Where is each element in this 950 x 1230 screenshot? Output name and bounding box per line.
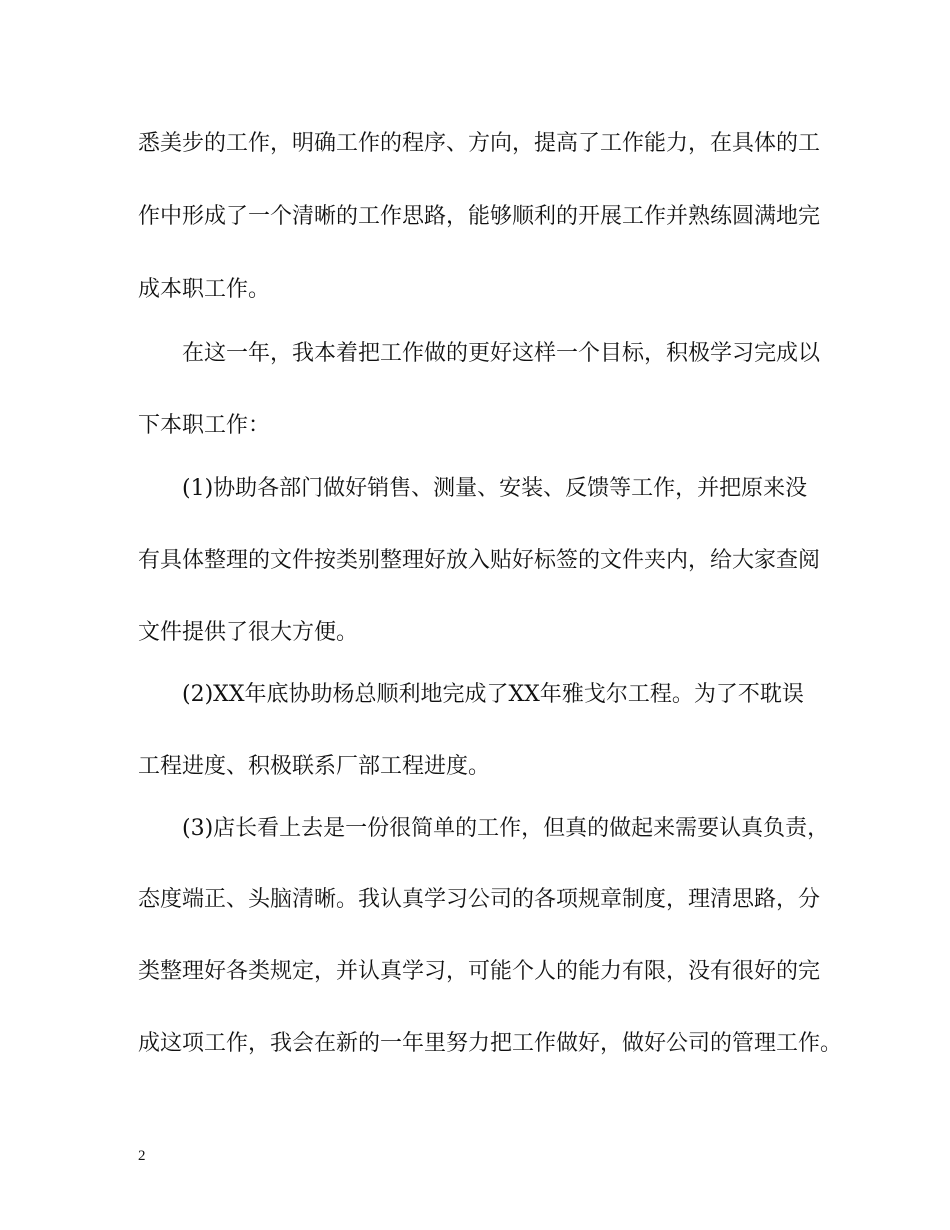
body-text-line: 成本职工作。 <box>138 277 271 302</box>
body-text-line: 文件提供了很大方便。 <box>138 620 359 645</box>
list-item-1-first-line: (1)协助各部门做好销售、测量、安装、反馈等工作，并把原来没 <box>182 476 808 501</box>
body-text-line: 有具体整理的文件按类别整理好放入贴好标签的文件夹内，给大家查阅 <box>138 548 821 573</box>
page-number: 2 <box>138 1148 146 1164</box>
body-text-line: 作中形成了一个清晰的工作思路，能够顺利的开展工作并熟练圆满地完 <box>138 204 821 229</box>
body-text-line: 悉美步的工作，明确工作的程序、方向，提高了工作能力，在具体的工 <box>138 131 821 156</box>
body-text-line: 成这项工作，我会在新的一年里努力把工作做好，做好公司的管理工作。 <box>138 1031 843 1056</box>
body-text-line: 工程进度、积极联系厂部工程进度。 <box>138 754 491 779</box>
paragraph-first-line: 在这一年，我本着把工作做的更好这样一个目标，积极学习完成以 <box>182 341 821 366</box>
body-text-line: 下本职工作： <box>138 413 271 438</box>
body-text-line: 态度端正、头脑清晰。我认真学习公司的各项规章制度，理清思路，分 <box>138 887 821 912</box>
list-item-2-first-line: (2)XX年底协助杨总顺利地完成了XX年雅戈尔工程。为了不耽误 <box>182 682 804 707</box>
body-text-line: 类整理好各类规定，并认真学习，可能个人的能力有限，没有很好的完 <box>138 959 821 984</box>
list-item-3-first-line: (3)店长看上去是一份很简单的工作，但真的做起来需要认真负责， <box>182 816 830 841</box>
